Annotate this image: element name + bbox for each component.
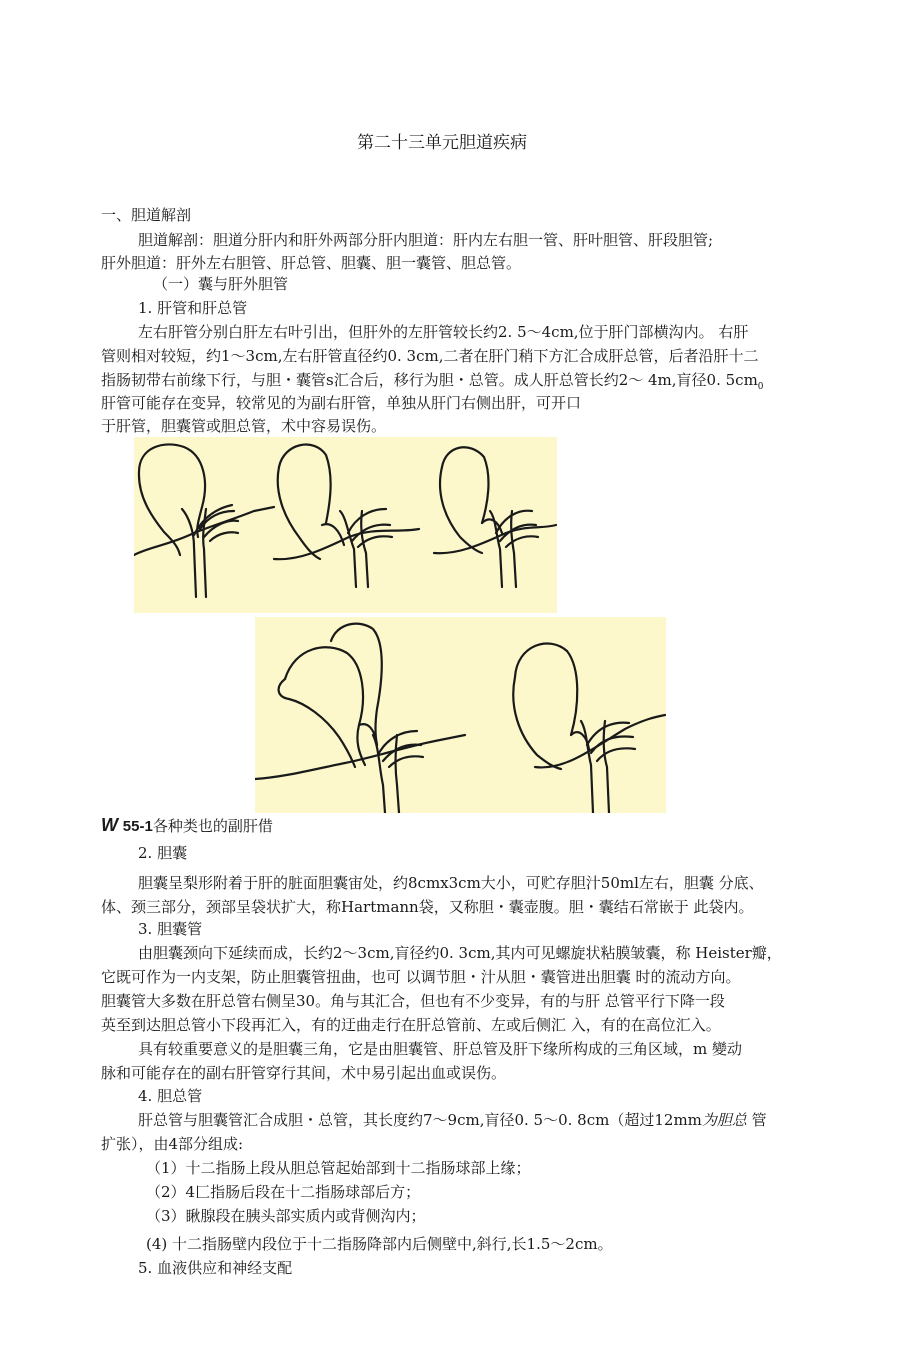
item1-line-text: 指肠韧带右前缘下行，与胆・囊管s汇合后，移行为胆・总管。成人肝总管长约2～ 4m,肓径0. 5cm <box>101 371 758 389</box>
item4-title: 4. 胆总管 <box>138 1087 203 1105</box>
item3-line: 脉和可能存在的副右肝管穿行其间，术中易引起出血或误伤。 <box>101 1064 507 1082</box>
subscript: 0 <box>757 382 764 392</box>
figure-caption-prefix: W <box>101 815 118 835</box>
figure-caption <box>101 815 273 837</box>
item1-line: 左右肝管分别白肝左右叶引出，但肝外的左肝管较长约2. 5～4cm,位于肝门部横沟内。 右肝 <box>138 323 749 341</box>
item1-line: 肝管可能存在变异，较常见的为副右肝管，单独从肝门右侧出肝，可开口 <box>101 394 582 412</box>
item4-line-1-italic: 为胆总 <box>701 1111 747 1129</box>
item4-part: （3）瞅腺段在胰头部实质内或背侧沟内； <box>146 1207 426 1225</box>
figure-bottom-panel <box>255 617 666 813</box>
figure-caption-number: 55-1 <box>122 818 153 835</box>
item4-line-1-a: 肝总管与胆囊管汇合成胆・总管，其长度约7～9cm,肓径0. 5～0. 8cm（超过12mm <box>138 1111 702 1129</box>
item3-line: 由胆囊颈向下延续而成，长约2～3cm,肓径约0. 3cm,其内可见螺旋状粘膜皱囊，称 Heister瓣， <box>138 944 782 962</box>
item4-part: (4) 十二指肠壁内段位于十二指肠降部内后侧壁中,斜行,长1.5～2cm。 <box>146 1235 613 1253</box>
item4-line-1-c: 管 <box>746 1111 767 1129</box>
item3-title: 3. 胆囊管 <box>138 920 203 938</box>
item5-title: 5. 血液供应和神经支配 <box>138 1259 293 1277</box>
item1-title: 1. 肝管和肝总管 <box>138 299 248 317</box>
item3-line: 它既可作为一内支架，防止胆囊管扭曲，也可 以调节胆・汁从胆・囊管进出胆囊 时的流动方向。 <box>101 968 741 986</box>
intro-line-2: 肝外胆道：肝外左右胆管、肝总管、胆囊、胆一囊管、胆总管。 <box>101 254 522 272</box>
page-title: 第二十三单元胆道疾病 <box>357 133 527 153</box>
item4-line-2: 扩张），由4部分组成: <box>101 1135 244 1153</box>
gallbladder-variants-top-illustration <box>134 437 557 613</box>
figure-caption-text: 各种类也的副肝借 <box>152 817 273 835</box>
subsection-heading: （一）囊与肝外胆管 <box>153 275 289 293</box>
intro-line-1: 胆道解剖：胆道分肝内和肝外两部分肝内胆道：肝内左右胆一管、肝叶胆管、肝段胆管; <box>138 231 714 249</box>
item2-line: 胆囊呈梨形附着于肝的脏面胆囊宙处，约8cmx3cm大小，可贮存胆汁50ml左右，胆囊 分底、 <box>138 874 764 892</box>
gallbladder-variants-bottom-illustration <box>255 617 666 813</box>
item1-line: 管则相对较短，约1～3cm,左右肝管直径约0. 3cm,二者在肝门稍下方汇合成肝总管，后者沿肝十二 <box>101 347 759 365</box>
item2-line: 体、颈三部分，颈部呈袋状扩大，称Hartmann袋，又称胆・囊壶腹。胆・囊结石常嵌于 此袋内。 <box>101 898 754 916</box>
item3-line: 胆囊管大多数在肝总管右侧呈30。角与其汇合，但也有不少变异，有的与肝 总管平行下降一段 <box>101 992 725 1010</box>
item3-line: 具有较重要意义的是胆囊三角，它是由胆囊管、肝总管及肝下缘所构成的三角区域，m 變动 <box>138 1040 742 1058</box>
item3-line: 英至到达胆总管小下段再汇入，有的迂曲走行在肝总管前、左或后侧汇 入，有的在高位汇入。 <box>101 1016 721 1034</box>
item4-part: （2）4匚指肠后段在十二指肠球部后方； <box>146 1183 421 1201</box>
item4-line-1 <box>138 1110 767 1130</box>
item1-line: 于肝管，胆囊管或胆总管，术中容易误伤。 <box>101 417 387 435</box>
figure-top-panel <box>134 437 557 613</box>
item2-title: 2. 胆囊 <box>138 844 188 862</box>
item4-part: （1）十二指肠上段从胆总管起始部到十二指肠球部上缘； <box>146 1159 531 1177</box>
section-heading-anatomy: 一、胆道解剖 <box>101 206 192 224</box>
